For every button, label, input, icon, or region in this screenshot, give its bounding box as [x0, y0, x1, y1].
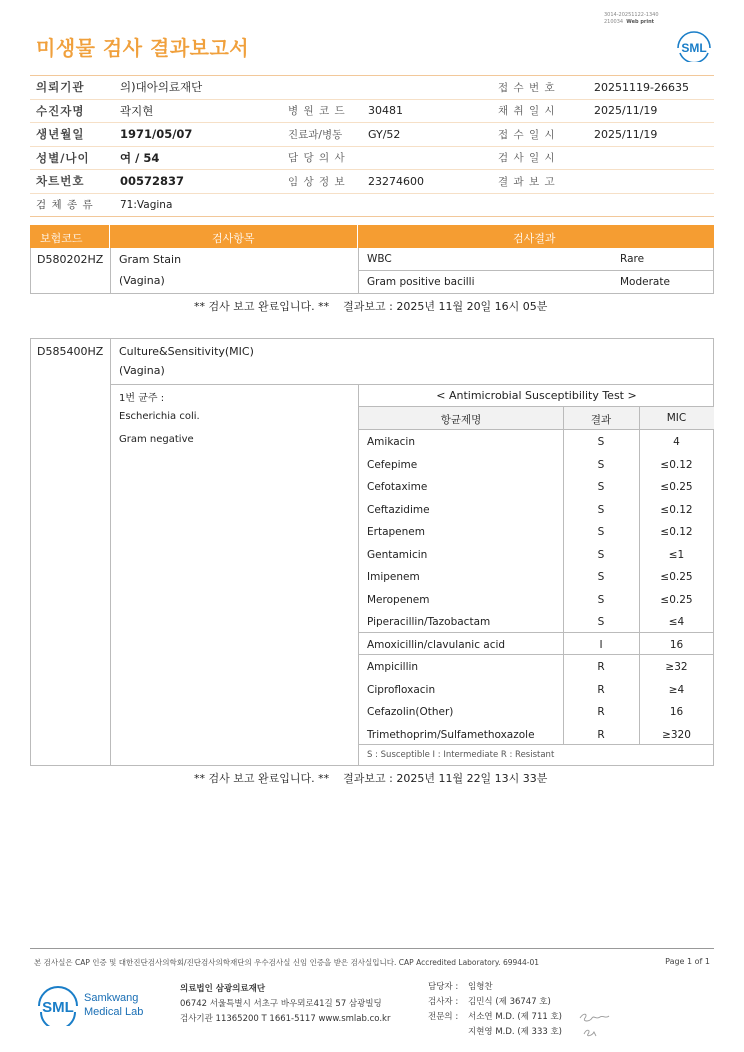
- staff-role: 담당자 :: [428, 982, 459, 992]
- logo-text: SML: [681, 41, 707, 55]
- test2-status: [194, 770, 547, 786]
- footer-divider: [30, 948, 714, 949]
- report-label: 결 과 보 고: [492, 170, 588, 194]
- ast-result: S: [597, 571, 605, 583]
- ast-drug: Cefazolin(Other): [367, 706, 454, 718]
- collect-date-label: 채 취 일 시: [492, 99, 588, 123]
- org-address: 06742 서울특별시 서초구 바우뫼로41길 57 삼광빌딩: [180, 999, 382, 1009]
- staff-role: 검사자 :: [428, 997, 459, 1007]
- ast-result: S: [597, 458, 605, 471]
- divider: [110, 339, 111, 765]
- ast-drug: Ciprofloxacin: [367, 683, 436, 696]
- test2-report-time: 결과보고 : 2025년 11월 22일 13시 33분: [343, 772, 548, 785]
- ast-result: S: [597, 526, 605, 538]
- gram-type: Gram negative: [119, 434, 194, 445]
- ast-title: < Antimicrobial Susceptibility Test >: [359, 384, 714, 406]
- ast-result: S: [597, 503, 605, 516]
- test1-result-value: Rare: [620, 253, 645, 265]
- staff-name: 임형찬: [468, 982, 493, 992]
- ast-result: S: [597, 481, 605, 493]
- divider: [358, 270, 714, 271]
- ast-row: [359, 499, 714, 522]
- organism-name: Escherichia coli.: [119, 411, 200, 422]
- staff-list: [428, 980, 562, 1040]
- print-code-1: 3014-20251122-1340: [604, 12, 659, 18]
- ast-result: S: [597, 436, 605, 448]
- ast-drug: Cefotaxime: [367, 481, 428, 493]
- clinical-value: 23274600: [362, 170, 492, 194]
- staff-name: 김민식 (제 36747 호): [468, 997, 551, 1007]
- ast-drug: Imipenem: [367, 571, 420, 583]
- test2-specimen: (Vagina): [119, 364, 165, 377]
- test2-name: Culture&Sensitivity(MIC): [119, 345, 254, 358]
- org-contact: 검사기관 11365200 T 1661-5117 www.smlab.co.kr: [180, 1014, 391, 1024]
- test2-code: D585400HZ: [37, 345, 104, 358]
- print-meta: [604, 12, 659, 26]
- test1-result-label: Gram positive bacilli: [367, 276, 475, 288]
- ast-row: [359, 589, 714, 612]
- ast-row: [359, 566, 714, 589]
- dob-label: 생년월일: [30, 123, 114, 147]
- test1-result-value: Moderate: [620, 276, 670, 288]
- ast-row: [359, 611, 714, 634]
- dept-value: GY/52: [362, 123, 492, 147]
- col-result: 검사결과: [513, 232, 556, 245]
- sex-age-label: 성별/나이: [30, 146, 114, 170]
- ast-result: R: [597, 728, 605, 741]
- ast-mic: ≥4: [668, 683, 685, 696]
- test-date-value: [588, 146, 714, 170]
- dob-value: 1971/05/07: [114, 123, 282, 147]
- ast-result: S: [597, 548, 605, 561]
- ast-drug: Ampicillin: [367, 661, 419, 673]
- receipt-no-value: 20251119-26635: [588, 76, 714, 100]
- receipt-date-label: 접 수 일 시: [492, 123, 588, 147]
- ast-mic: ≥32: [665, 661, 688, 673]
- ast-result: R: [597, 706, 605, 718]
- ast-drug: Amikacin: [367, 436, 416, 448]
- requester-value: 의)대아의료재단: [114, 76, 492, 100]
- ast-drug: Piperacillin/Tazobactam: [367, 616, 491, 628]
- dept-label: 진료과/병동: [282, 123, 362, 147]
- sex-age-value: 여 / 54: [114, 146, 282, 170]
- ast-mic: 16: [669, 706, 684, 718]
- staff-role: 전문의 :: [428, 1012, 459, 1022]
- ast-mic: 16: [669, 638, 684, 651]
- receipt-no-label: 접 수 번 호: [492, 76, 588, 100]
- requester-label: 의뢰기관: [30, 76, 114, 100]
- ast-drug: Ceftazidime: [367, 503, 430, 516]
- logo-line2: Medical Lab: [84, 1006, 144, 1018]
- ast-drug: Amoxicillin/clavulanic acid: [367, 638, 506, 651]
- test2-done: ** 검사 보고 완료입니다. **: [194, 772, 330, 785]
- receipt-date-value: 2025/11/19: [588, 123, 714, 147]
- specimen-label: 검 체 종 류: [36, 199, 94, 211]
- ast-mic: 4: [673, 436, 680, 448]
- col-code: 보험코드: [40, 232, 83, 245]
- logo-line1: Samkwang: [84, 992, 139, 1004]
- col-divider: [357, 225, 358, 248]
- ast-row: [359, 701, 714, 724]
- ast-row: [359, 476, 714, 499]
- ast-col-result: 결과: [590, 414, 612, 426]
- name-label: 수진자명: [30, 99, 114, 123]
- clinical-label: 임 상 정 보: [282, 170, 362, 194]
- test-date-label: 검 사 일 시: [492, 146, 588, 170]
- culture-block: [30, 338, 714, 766]
- ast-result: R: [597, 683, 605, 696]
- ast-mic: ≥320: [662, 728, 691, 741]
- staff-name: 서소연 M.D. (제 711 호): [468, 1012, 563, 1022]
- col-item: 검사항목: [212, 232, 255, 245]
- test1-specimen: (Vagina): [119, 274, 165, 287]
- ast-row: [359, 634, 714, 657]
- ast-drug: Trimethoprim/Sulfamethoxazole: [367, 728, 535, 741]
- test1-report-time: 결과보고 : 2025년 11월 20일 16시 05분: [343, 300, 548, 313]
- doctor-value: [362, 146, 492, 170]
- ast-row: [359, 656, 714, 679]
- ast-mic: ≤1: [668, 548, 685, 561]
- collect-date-value: 2025/11/19: [588, 99, 714, 123]
- doctor-label: 담 당 의 사: [282, 146, 362, 170]
- ast-result: R: [597, 661, 605, 673]
- logo-main: SML: [42, 999, 74, 1016]
- ast-mic: ≤0.12: [660, 526, 693, 538]
- specimen-value: 71:Vagina: [120, 198, 173, 211]
- ast-row: [359, 724, 714, 747]
- ast-drug: Gentamicin: [367, 548, 428, 561]
- result-column-header: [30, 225, 714, 248]
- page-title: 미생물 검사 결과보고서: [36, 36, 250, 60]
- test1-status: [194, 298, 547, 314]
- test1-done: ** 검사 보고 완료입니다. **: [194, 300, 330, 313]
- signature-image: [578, 1008, 612, 1040]
- hospital-code-label: 병 원 코 드: [282, 99, 362, 123]
- col-divider: [109, 225, 110, 248]
- print-code-2: 210034: [604, 19, 624, 25]
- ast-result: S: [597, 616, 605, 628]
- ast-col-mic: MIC: [666, 412, 687, 424]
- ast-mic: ≤0.25: [660, 571, 693, 583]
- ast-row: [359, 521, 714, 544]
- page-number: Page 1 of 1: [665, 957, 710, 966]
- gram-stain-block: [30, 248, 714, 294]
- ast-result: I: [599, 638, 603, 651]
- divider: [110, 248, 111, 293]
- test1-name: Gram Stain: [119, 253, 182, 266]
- test1-result-label: WBC: [367, 253, 392, 265]
- ast-row: [359, 544, 714, 567]
- organization-info: [180, 982, 390, 1027]
- ast-col-drug: 항균제명: [440, 414, 482, 426]
- staff-name: 지현영 M.D. (제 333 호): [468, 1027, 563, 1037]
- print-label: Web print: [626, 19, 655, 25]
- hospital-code-value: 30481: [362, 99, 492, 123]
- samkwang-logo: [36, 982, 156, 1026]
- ast-mic: ≤0.12: [660, 458, 693, 471]
- ast-drug: Cefepime: [367, 458, 418, 471]
- ast-row: [359, 679, 714, 702]
- ast-legend: S : Susceptible I : Intermediate R : Resistant: [359, 744, 714, 766]
- ast-drug: Meropenem: [367, 593, 430, 606]
- ast-column-header: [359, 406, 714, 430]
- org-name: 의료법인 삼광의료재단: [180, 984, 266, 994]
- chart-value: 00572837: [114, 170, 282, 194]
- ast-mic: ≤0.25: [660, 481, 693, 493]
- ast-row: [359, 454, 714, 477]
- sml-logo: [674, 26, 714, 62]
- isolate-label: 1번 균주 :: [119, 393, 165, 404]
- chart-label: 차트번호: [30, 170, 114, 194]
- ast-drug: Ertapenem: [367, 526, 425, 538]
- ast-row: [359, 431, 714, 454]
- ast-result: S: [597, 593, 605, 606]
- ast-mic: ≤0.12: [660, 503, 693, 516]
- report-value: [588, 170, 714, 194]
- patient-info-table: [30, 75, 714, 217]
- divider: [110, 384, 359, 385]
- name-value: 곽지현: [114, 99, 282, 123]
- test1-code: D580202HZ: [37, 253, 104, 266]
- ast-mic: ≤0.25: [660, 593, 693, 606]
- accreditation-note: 본 검사실은 CAP 인증 및 대한진단검사의학회/진단검사의학재단의 우수검사실 신임 인증을 받은 검사실입니다. CAP Accredited Laboratory. 69944-01: [34, 958, 540, 967]
- ast-mic: ≤4: [668, 616, 685, 628]
